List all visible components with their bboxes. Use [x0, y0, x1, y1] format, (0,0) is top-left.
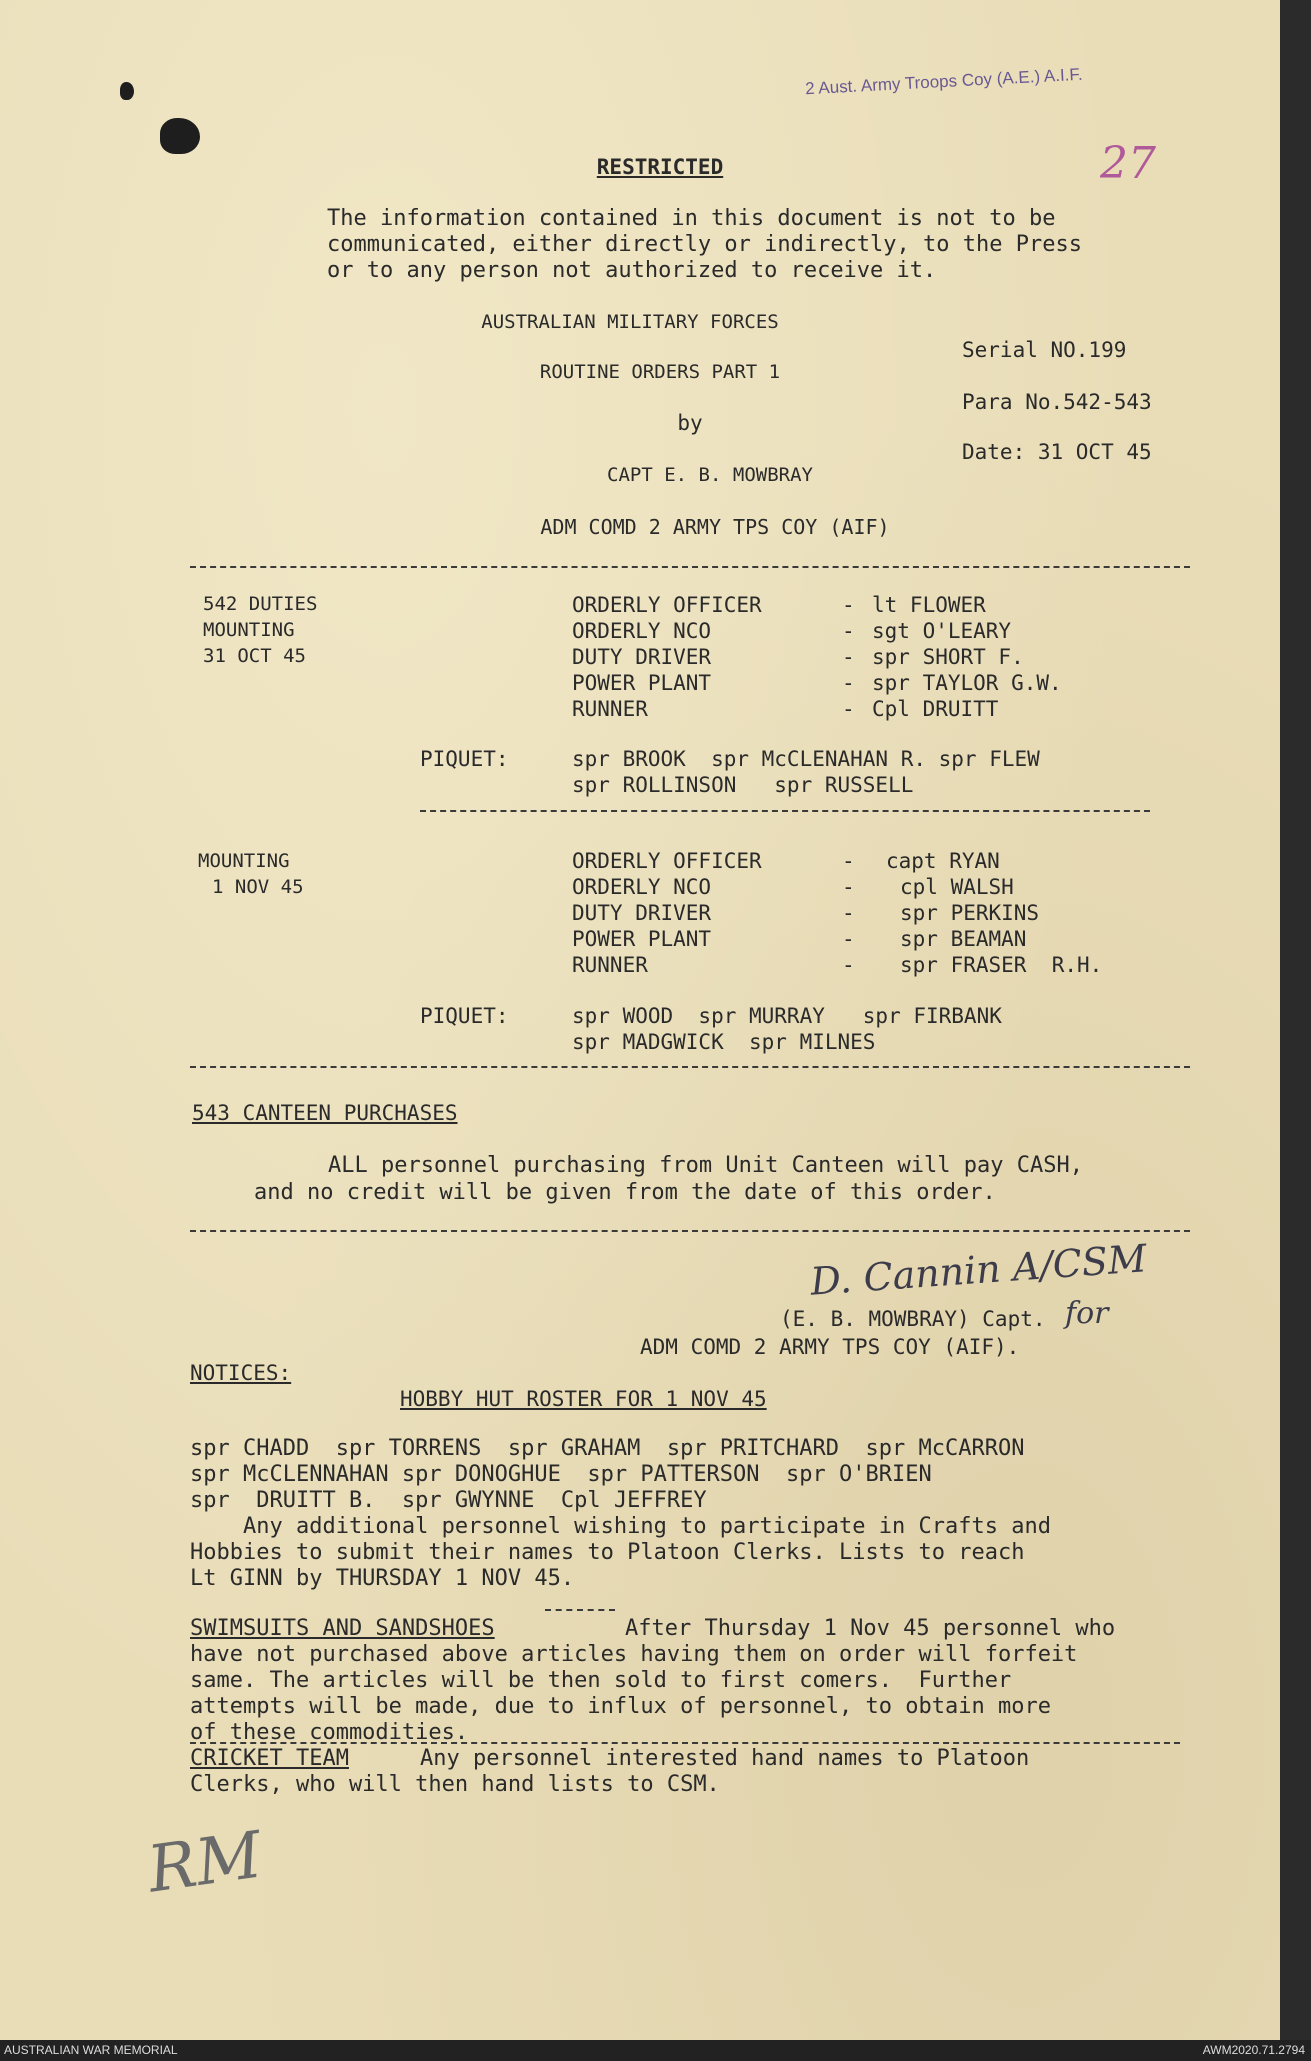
duty-dash: -: [842, 593, 855, 617]
swim-line-3: same. The articles will be then sold to first comers. Further: [190, 1668, 1012, 1693]
piquet-line-2: spr ROLLINSON spr RUSSELL: [572, 773, 914, 797]
pencil-initials: RM: [143, 1818, 267, 1908]
warning-line-2: communicated, either directly or indirectly, to the Press: [327, 232, 1082, 257]
divider-4: [190, 1230, 1190, 1232]
duty-dash: -: [842, 671, 855, 695]
duty-name: spr BEAMAN: [900, 927, 1027, 951]
duty-name: Cpl DRUITT: [872, 697, 999, 721]
swim-line-4: attempts will be made, due to influx of personnel, to obtain more: [190, 1694, 1051, 1719]
force-title: AUSTRALIAN MILITARY FORCES: [481, 311, 779, 333]
duty-dash: -: [842, 697, 855, 721]
punch-hole-top: [120, 82, 134, 100]
para-number: Para No.542-543: [962, 390, 1152, 414]
duty-role: POWER PLANT: [572, 927, 712, 951]
handwritten-signature: D. Cannin A/CSM: [808, 1236, 1149, 1304]
hobby-line-4: Any additional personnel wishing to participate in Crafts and: [190, 1514, 1051, 1539]
cricket-line-1: Any personnel interested hand names to Platoon: [420, 1746, 1030, 1771]
classification-heading: RESTRICTED: [596, 155, 724, 179]
swimsuits-title: SWIMSUITS AND SANDSHOES: [190, 1616, 495, 1641]
duty-role: ORDERLY NCO: [572, 619, 712, 643]
officer-name: CAPT E. B. MOWBRAY: [607, 464, 813, 486]
mounting-title-2: 1 NOV 45: [212, 876, 304, 898]
duty-role: RUNNER: [572, 953, 648, 977]
hobby-line-3: spr DRUITT B. spr GWYNNE Cpl JEFFREY: [190, 1488, 707, 1513]
duty-dash: -: [842, 849, 855, 873]
duty-role: ORDERLY OFFICER: [572, 593, 762, 617]
unit-stamp: 2 Aust. Army Troops Coy (A.E.) A.I.F.: [804, 64, 1084, 99]
duty-role: ORDERLY OFFICER: [572, 849, 762, 873]
punch-hole-bottom: [160, 118, 200, 154]
para543-title: 543 CANTEEN PURCHASES: [192, 1101, 458, 1125]
divider-2: [420, 810, 1150, 812]
duty-name: lt FLOWER: [872, 593, 986, 617]
signature-unit: ADM COMD 2 ARMY TPS COY (AIF).: [640, 1335, 1020, 1359]
piquet-line-1: spr BROOK spr McCLENAHAN R. spr FLEW: [572, 747, 1040, 771]
orders-title: ROUTINE ORDERS PART 1: [539, 361, 781, 383]
hobby-line-2: spr McCLENNAHAN spr DONOGHUE spr PATTERSON spr O'BRIEN: [190, 1462, 932, 1487]
para542-title-1: 542 DUTIES: [203, 593, 318, 615]
footer-institution: AUSTRALIAN WAR MEMORIAL: [4, 2043, 178, 2057]
piquet-line-2: spr MADGWICK spr MILNES: [572, 1030, 876, 1054]
unit-name: ADM COMD 2 ARMY TPS COY (AIF): [540, 515, 890, 539]
divider-1: [190, 566, 1190, 568]
pencil-number: 27: [1100, 138, 1156, 189]
duty-dash: -: [842, 953, 855, 977]
hobby-roster-title: HOBBY HUT ROSTER FOR 1 NOV 45: [400, 1387, 767, 1411]
by-label: by: [677, 411, 703, 435]
duty-dash: -: [842, 645, 855, 669]
swim-line-5: of these commodities.: [190, 1720, 469, 1745]
hobby-line-1: spr CHADD spr TORRENS spr GRAHAM spr PRITCHARD spr McCARRON: [190, 1436, 1025, 1461]
signature-name: (E. B. MOWBRAY) Capt.: [780, 1307, 1046, 1331]
para542-title-3: 31 OCT 45: [203, 645, 306, 667]
duty-dash: -: [842, 875, 855, 899]
notices-label: NOTICES:: [190, 1361, 292, 1385]
divider-5: [545, 1609, 615, 1611]
hobby-line-5: Hobbies to submit their names to Platoon Clerks. Lists to reach: [190, 1540, 1025, 1565]
duty-role: DUTY DRIVER: [572, 645, 712, 669]
duty-name: capt RYAN: [886, 849, 1000, 873]
duty-dash: -: [842, 619, 855, 643]
duty-dash: -: [842, 901, 855, 925]
duty-role: ORDERLY NCO: [572, 875, 712, 899]
divider-3: [190, 1066, 1190, 1068]
swim-line-2: have not purchased above articles having them on order will forfeit: [190, 1642, 1078, 1667]
duty-dash: -: [842, 927, 855, 951]
duty-name: sgt O'LEARY: [872, 619, 1012, 643]
warning-line-1: The information contained in this document is not to be: [327, 206, 1056, 231]
duty-name: spr SHORT F.: [872, 645, 1024, 669]
serial-number: Serial NO.199: [962, 338, 1127, 362]
mounting-title-1: MOUNTING: [198, 850, 290, 872]
duty-name: cpl WALSH: [900, 875, 1014, 899]
piquet-line-1: spr WOOD spr MURRAY spr FIRBANK: [572, 1004, 1002, 1028]
para543-line-1: ALL personnel purchasing from Unit Canteen will pay CASH,: [328, 1153, 1083, 1178]
duty-role: POWER PLANT: [572, 671, 712, 695]
duty-role: RUNNER: [572, 697, 648, 721]
piquet-label: PIQUET:: [420, 1004, 509, 1028]
duty-name: spr TAYLOR G.W.: [872, 671, 1062, 695]
swim-line-1: After Thursday 1 Nov 45 personnel who: [625, 1616, 1116, 1641]
para543-line-2: and no credit will be given from the date of this order.: [254, 1180, 996, 1205]
divider-6: [190, 1742, 1180, 1744]
archive-footer: [0, 2040, 1311, 2061]
hobby-line-6: Lt GINN by THURSDAY 1 NOV 45.: [190, 1566, 575, 1591]
duty-role: DUTY DRIVER: [572, 901, 712, 925]
cricket-title: CRICKET TEAM: [190, 1746, 349, 1771]
order-date: Date: 31 OCT 45: [962, 440, 1152, 464]
duty-name: spr PERKINS: [900, 901, 1040, 925]
duty-name: spr FRASER R.H.: [900, 953, 1103, 977]
warning-line-3: or to any person not authorized to receive it.: [327, 258, 937, 283]
cricket-line-2: Clerks, who will then hand lists to CSM.: [190, 1772, 720, 1797]
piquet-label: PIQUET:: [420, 747, 509, 771]
signature-for: for: [1065, 1296, 1109, 1331]
para542-title-2: MOUNTING: [203, 619, 295, 641]
footer-accession: AWM2020.71.2794: [1202, 2043, 1305, 2057]
